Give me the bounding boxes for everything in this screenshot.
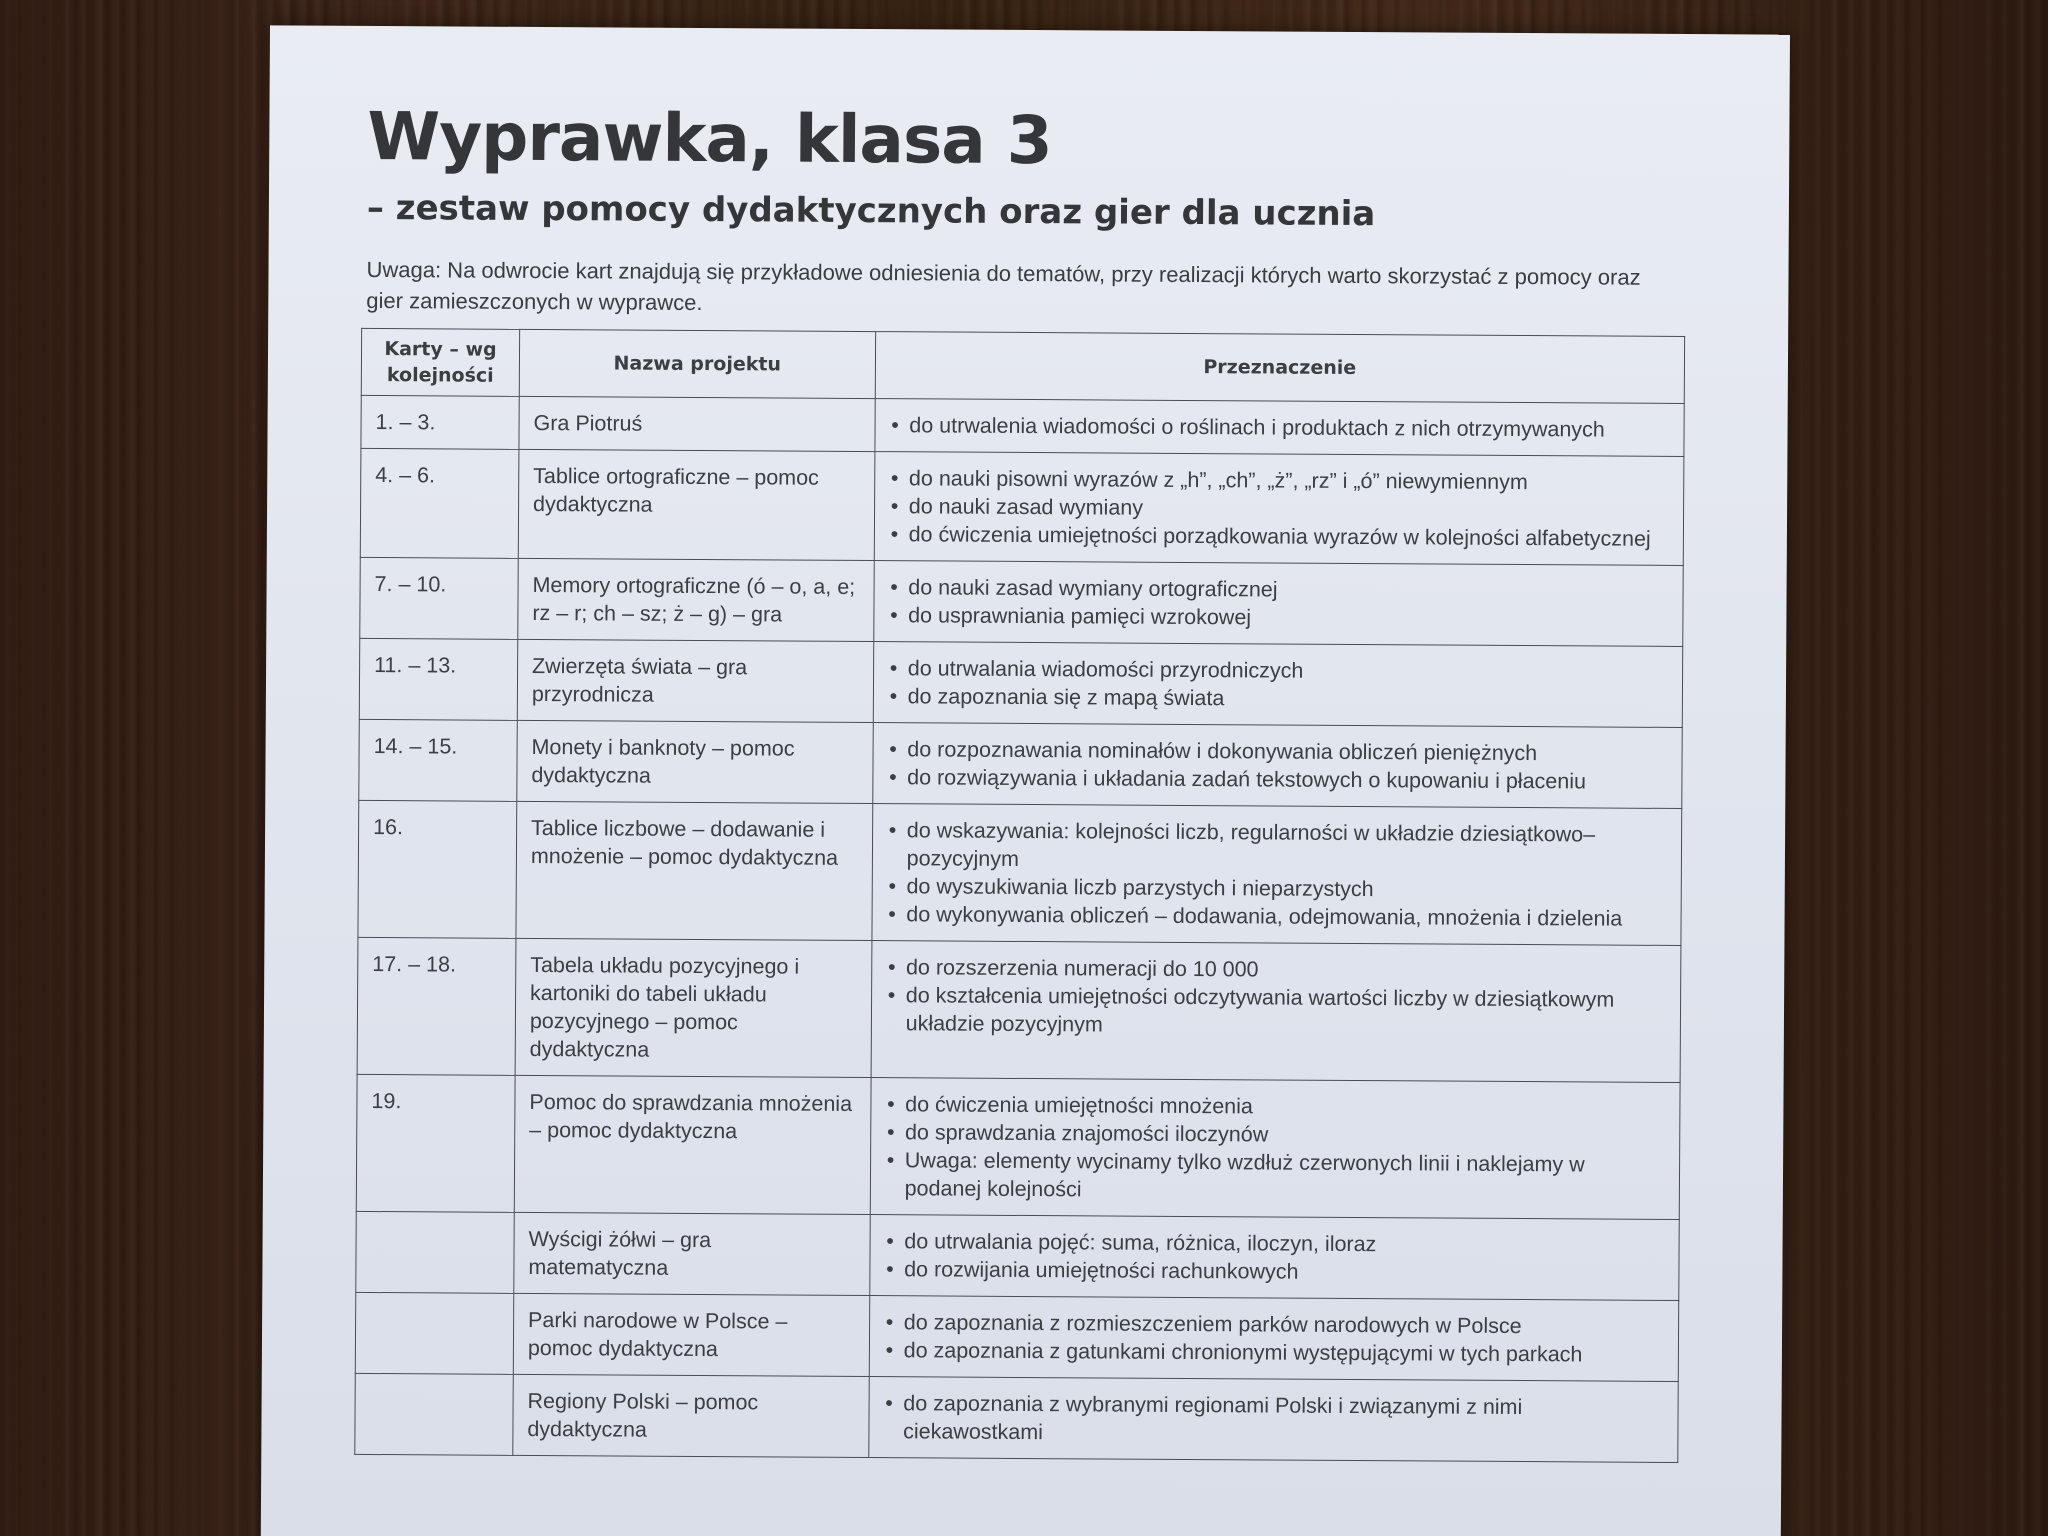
header-name: Nazwa projektu xyxy=(519,329,875,398)
row-project-name: Tablice liczbowe – dodawanie i mnożenie – pomoc dydaktyczna xyxy=(516,801,873,940)
row-project-name: Zwierzęta świata – gra przyrodnicza xyxy=(517,639,873,722)
row-project-name: Gra Piotruś xyxy=(519,396,875,451)
row-project-name: Parki narodowe w Polsce – pomoc dydaktyczna xyxy=(513,1293,869,1376)
row-purpose xyxy=(872,723,1682,809)
purpose-list xyxy=(886,816,1667,933)
purpose-item: • do wskazywania: kolejności liczb, regularności w układzie dziesiątkowo–pozycyjnym xyxy=(887,816,1668,877)
purpose-item: • do zapoznania z gatunkami chronionymi występującymi w tych parkach xyxy=(884,1336,1664,1369)
row-order: 1. – 3. xyxy=(361,395,519,449)
purpose-list xyxy=(885,1090,1666,1207)
purpose-item: • do rozszerzenia numeracji do 10 000 xyxy=(886,953,1666,986)
purpose-list xyxy=(886,953,1667,1042)
row-order: 14. – 15. xyxy=(359,719,517,801)
row-purpose xyxy=(869,1215,1679,1301)
row-purpose xyxy=(872,804,1682,946)
row-purpose xyxy=(875,399,1685,457)
page-title: Wyprawka, klasa 3 xyxy=(367,97,1052,180)
header-purpose: Przeznaczenie xyxy=(875,332,1685,404)
row-order xyxy=(355,1292,513,1374)
row-project-name: Pomoc do sprawdzania mnożenia – pomoc dydaktyczna xyxy=(514,1075,871,1214)
row-order: 19. xyxy=(356,1074,515,1212)
purpose-item: • do utrwalania wiadomości przyrodniczych xyxy=(888,654,1668,687)
row-project-name: Tabela układu pozycyjnego i kartoniki do tabeli układu pozycyjnego – pomoc dydaktyczna xyxy=(515,938,872,1077)
purpose-item: • do zapoznania z rozmieszczeniem parków narodowych w Polsce xyxy=(884,1308,1664,1341)
row-purpose xyxy=(873,642,1683,728)
table-row xyxy=(360,448,1684,565)
purpose-list xyxy=(883,1389,1664,1450)
purpose-item: • do sprawdzania znajomości iloczynów xyxy=(885,1118,1665,1151)
purpose-item: • do nauki pisowni wyrazów z „h”, „ch”, „ż”, „rz” i „ó” niewymiennym xyxy=(889,464,1669,497)
purpose-item: • Uwaga: elementy wycinamy tylko wzdłuż czerwonych linii i naklejamy w podanej kolejności xyxy=(885,1146,1666,1207)
row-purpose xyxy=(870,1078,1680,1220)
paper-sheet xyxy=(261,25,1790,1536)
row-project-name: Wyścigi żółwi – gra matematyczna xyxy=(514,1212,870,1295)
purpose-item: • do nauki zasad wymiany xyxy=(889,492,1669,525)
purpose-list xyxy=(889,411,1669,444)
purpose-item: • do kształcenia umiejętności odczytywania wartości liczby w dziesiątkowym układzie pozycyjnym xyxy=(886,981,1667,1042)
kit-table xyxy=(354,328,1685,1463)
purpose-list xyxy=(888,573,1669,634)
row-project-name: Regiony Polski – pomoc dydaktyczna xyxy=(513,1374,869,1457)
purpose-item: • do nauki zasad wymiany ortograficznej xyxy=(888,573,1668,606)
table-row xyxy=(357,937,1681,1082)
row-order: 4. – 6. xyxy=(360,448,519,558)
table-row xyxy=(361,395,1684,456)
purpose-item: • do utrwalania pojęć: suma, różnica, iloczyn, iloraz xyxy=(884,1227,1664,1260)
purpose-item: • do utrwalenia wiadomości o roślinach i produktach z nich otrzymywanych xyxy=(889,411,1669,444)
table-row xyxy=(356,1074,1680,1219)
table-row xyxy=(359,719,1682,808)
table-row xyxy=(358,800,1682,945)
table-row xyxy=(356,1211,1679,1300)
purpose-item: • do rozwiązywania i układania zadań tekstowych o kupowaniu i płaceniu xyxy=(887,763,1667,796)
page-subtitle: – zestaw pomocy dydaktycznych oraz gier dla ucznia xyxy=(366,187,1376,235)
purpose-item: • do zapoznania z wybranymi regionami Polski i związanymi z nimi ciekawostkami xyxy=(883,1389,1664,1450)
purpose-item: • do rozpoznawania nominałów i dokonywania obliczeń pieniężnych xyxy=(887,735,1667,768)
row-order: 16. xyxy=(358,800,517,938)
purpose-list xyxy=(884,1227,1665,1288)
row-purpose xyxy=(868,1377,1678,1463)
row-project-name: Monety i banknoty – pomoc dydaktyczna xyxy=(517,720,873,803)
purpose-item: • do wykonywania obliczeń – dodawania, odejmowania, mnożenia i dzielenia xyxy=(886,900,1666,933)
row-order: 17. – 18. xyxy=(357,937,516,1075)
table-header-row xyxy=(361,328,1684,403)
row-project-name: Memory ortograficzne (ó – o, a, e; rz – r; ch – sz; ż – g) – gra xyxy=(518,558,874,641)
row-purpose xyxy=(869,1296,1679,1382)
row-order: 11. – 13. xyxy=(359,638,517,720)
table-row xyxy=(360,557,1683,646)
table-row xyxy=(355,1292,1678,1381)
purpose-item: • do usprawniania pamięci wzrokowej xyxy=(888,601,1668,634)
purpose-item: • do rozwijania umiejętności rachunkowych xyxy=(884,1255,1664,1288)
purpose-item: • do zapoznania się z mapą świata xyxy=(888,682,1668,715)
purpose-item: • do wyszukiwania liczb parzystych i nieparzystych xyxy=(886,872,1666,905)
purpose-list xyxy=(889,464,1670,553)
row-order xyxy=(355,1373,513,1455)
row-order xyxy=(356,1211,514,1293)
row-purpose xyxy=(871,941,1681,1083)
purpose-item: • do ćwiczenia umiejętności porządkowania wyrazów w kolejności alfabetycznej xyxy=(889,520,1669,553)
row-purpose xyxy=(873,561,1683,647)
purpose-list xyxy=(884,1308,1665,1369)
header-order: Karty – wg kolejności xyxy=(361,328,519,396)
usage-note: Uwaga: Na odwrocie kart znajdują się przykładowe odniesienia do tematów, przy realizacji których warto skorzystać z pomocy oraz gier zamieszczonych w wyprawce. xyxy=(366,256,1641,316)
table-row xyxy=(355,1373,1678,1462)
purpose-item: • do ćwiczenia umiejętności mnożenia xyxy=(885,1090,1665,1123)
row-project-name: Tablice ortograficzne – pomoc dydaktyczna xyxy=(518,449,874,560)
row-order: 7. – 10. xyxy=(360,557,518,639)
purpose-list xyxy=(887,735,1668,796)
row-purpose xyxy=(874,452,1684,566)
purpose-list xyxy=(888,654,1669,715)
table-row xyxy=(359,638,1682,727)
